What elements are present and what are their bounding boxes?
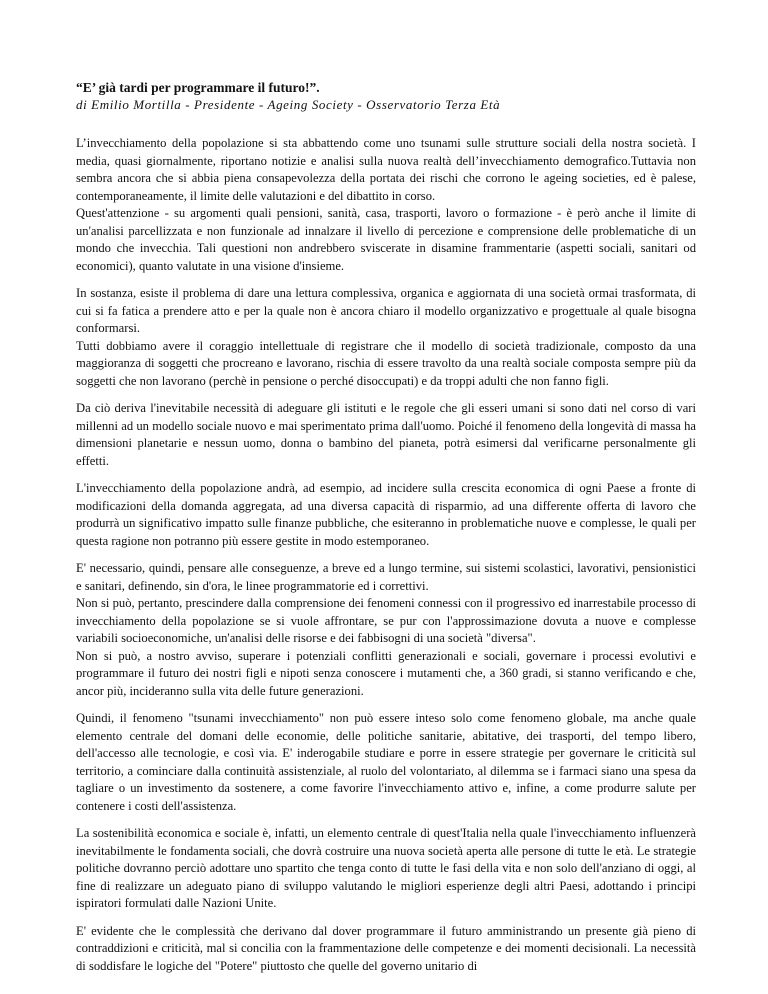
- paragraph: L'invecchiamento della popolazione andrà, ad esempio, ad incidere sulla crescita economica di ogni Paese a fronte di modificazioni della domanda aggregata, ad una diversa capacità di risparmio, ad una differente offerta di lavoro che produrrà un significativo impatto sulle finanze pubbliche, che esiteranno in problematiche nuove e complesse, le quali per questa ragione non potranno più essere gestite in modo estemporaneo.: [76, 481, 696, 548]
- paragraph: E' necessario, quindi, pensare alle conseguenze, a breve ed a lungo termine, sui sistemi scolastici, lavorativi, pensionistici e sanitari, definendo, sin d'ora, le linee programmatorie ed i correttivi.: [76, 561, 696, 593]
- article-title: “E’ già tardi per programmare il futuro!”.: [76, 80, 320, 95]
- paragraph: La sostenibilità economica e sociale è, infatti, un elemento centrale di quest'Italia nella quale l'invecchiamento influenzerà inevitabilmente le fondamenta sociali, che dovrà costruire una nuova società aperta alle persone di tutte le età. Le strategie politiche dovranno perciò adottare uno spartito che tenga conto di tutte le fasi della vita e non solo dell'anziano di oggi, al fine di realizzare un adeguato piano di sviluppo valutando le migliori esperienze degli altri Paesi, adottando i principi ispiratori formulati dalle Nazioni Unite.: [76, 826, 696, 910]
- paragraph: Quindi, il fenomeno "tsunami invecchiamento" non può essere inteso solo come fenomeno globale, ma anche quale elemento centrale del domani delle economie, delle politiche sanitarie, abitative, dei trasporti, del tempo libero, dell'accesso alle tecnologie, e così via. E' inderogabile studiare e porre in essere strategie per governare le criticità sul territorio, a cominciare dalla continuità assistenziale, al ruolo del volontariato, al dilemma se i farmaci siano una spesa da tagliare o un investimento da sostenere, a come favorire l'invecchiamento attivo e, infine, a come produrre salute per contenere i costi dell'assistenza.: [76, 711, 696, 813]
- paragraph: Tutti dobbiamo avere il coraggio intellettuale di registrare che il modello di società tradizionale, composto da una maggioranza di soggetti che procreano e lavorano, rischia di essere travolto da una realtà sociale composta sempre più da soggetti che non lavorano (perchè in pensione o perché disoccupati) e da troppi adulti che non fanno figli.: [76, 338, 696, 388]
- paragraph: L’invecchiamento della popolazione si sta abbattendo come uno tsunami sulle strutture sociali della nostra società. I media, quasi giornalmente, riportano notizie e analisi sulla nuova realtà dell’invecchiamento demografico.Tuttavia non sembra ancora che si abbia piena consapevolezza della portata dei rischi che corrono le ageing societies, ed è palese, contemporaneamente, il limite delle valutazioni e del dibattito in corso.: [76, 136, 696, 203]
- paragraph: Non si può, pertanto, prescindere dalla comprensione dei fenomeni connessi con il progressivo ed inarrestabile processo di invecchiamento della popolazione se si vuole affrontare, se pur con l'approssimazione dovuta a nuove e complesse variabili socioeconomiche, un'analisi delle risorse e dei fabbisogni di una società "diversa".: [76, 596, 696, 645]
- paragraph: Non si può, a nostro avviso, superare i potenziali conflitti generazionali e sociali, governare i processi evolutivi e programmare il futuro dei nostri figli e nipoti senza conoscere i mutamenti che, a 360 gradi, si stanno verificando e che, ancor più, incideranno sulla vita delle future generazioni.: [76, 648, 696, 698]
- paragraph: Da ciò deriva l'inevitabile necessità di adeguare gli istituti e le regole che gli esseri umani si sono dati nel corso di vari millenni ad un modello sociale nuovo e mai sperimentato prima dall'uomo. Poiché il fenomeno della longevità di massa ha dimensioni planetarie e nessun uomo, donna o bambino del pianeta, potrà esimersi dal verificarne personalmente gli effetti.: [76, 401, 696, 468]
- article-byline: di Emilio Mortilla - Presidente - Ageing Society - Osservatorio Terza Età: [76, 97, 501, 112]
- paragraph: E' evidente che le complessità che derivano dal dover programmare il futuro amministrando un presente già pieno di contraddizioni e criticità, mal si concilia con la frammentazione delle competenze e dei momenti decisionali. La necessità di soddisfare le logiche del "Potere" piuttosto che quelle del governo unitario di: [76, 923, 696, 973]
- document-page: [76, 80, 696, 975]
- paragraph: Quest'attenzione - su argomenti quali pensioni, sanità, casa, trasporti, lavoro o formazione - è però anche il limite di un'analisi parcellizzata e non funzionale ad innalzare il livello di percezione e comprensione delle problematiche di un mondo che invecchia. Tali questioni non andrebbero sviscerate in disamine frammentarie (aspetti sociali, sanitari od economici), quanto valutate in una visione d'insieme.: [76, 206, 696, 273]
- article-body: [76, 135, 696, 975]
- paragraph: In sostanza, esiste il problema di dare una lettura complessiva, organica e aggiornata di una società ormai trasformata, di cui si fa fatica a prendere atto e per la quale non è ancora chiaro il modello organizzativo e progettuale al quale bisogna conformarsi.: [76, 286, 696, 335]
